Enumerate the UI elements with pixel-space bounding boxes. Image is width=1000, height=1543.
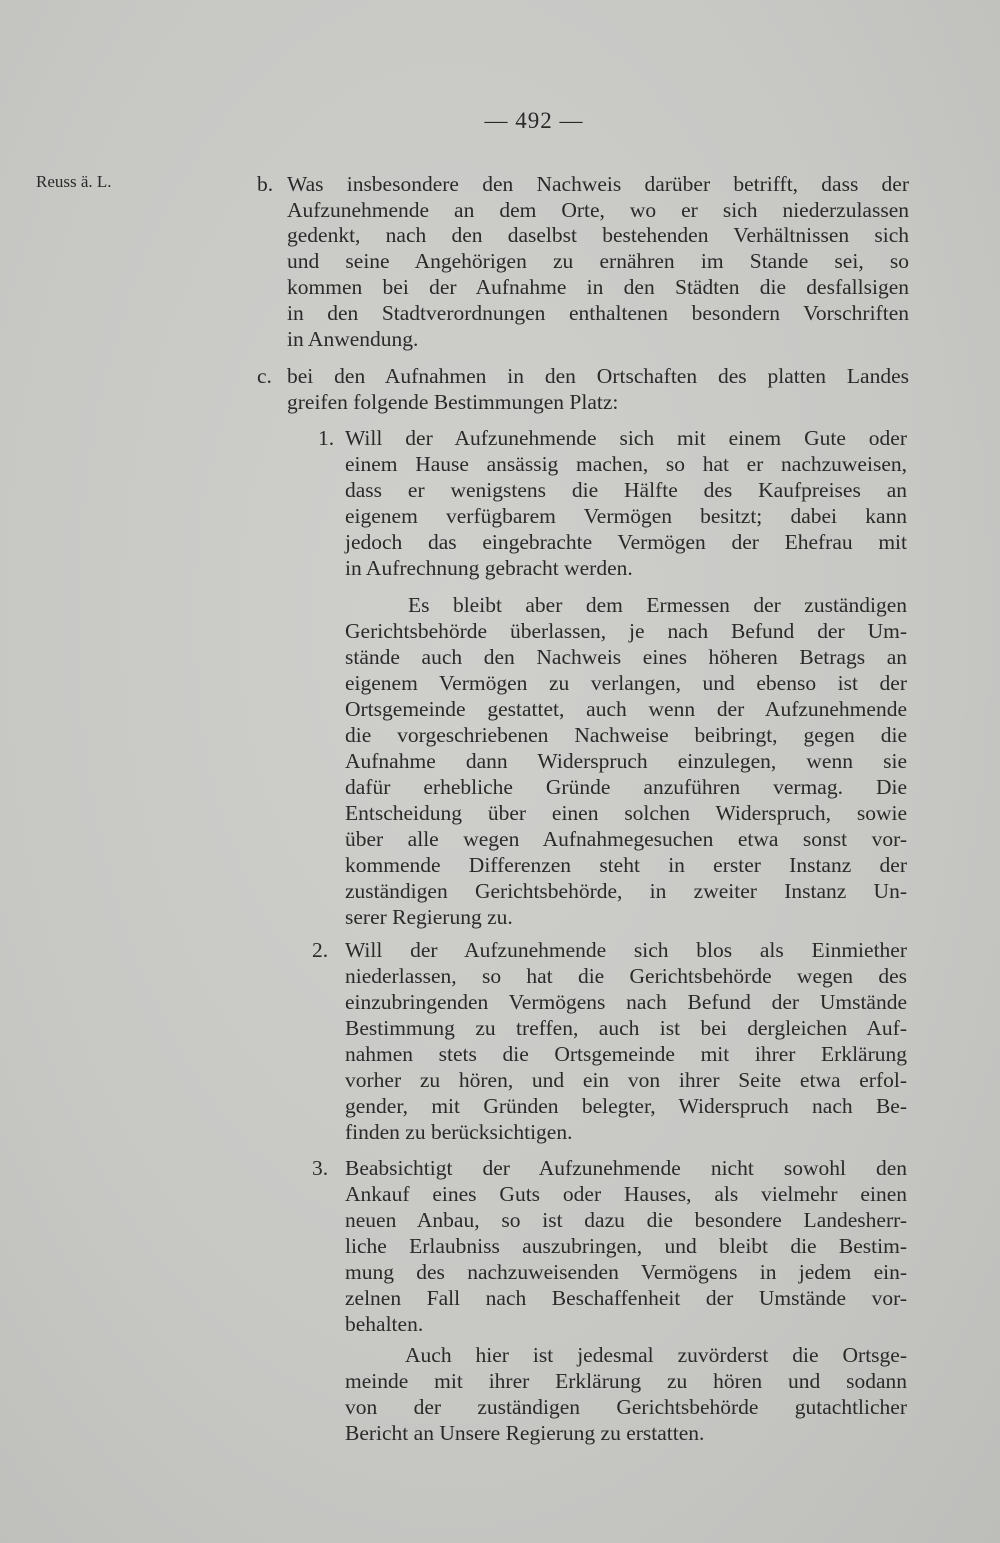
text-line: Gerichtsbehörde überlassen, je nach Befund der Um- [345,619,907,643]
text-line: einem Hause ansässig machen, so hat er nachzuweisen, [345,452,907,476]
text-line: finden zu berücksichtigen. [345,1120,573,1144]
list-marker: c. [257,364,272,388]
text-line: Ortsgemeinde gestattet, auch wenn der Aufzunehmende [345,697,907,721]
text-line: serer Regierung zu. [345,905,513,929]
text-line: gender, mit Gründen belegter, Widerspruch nach Be- [345,1094,907,1118]
text-line: behalten. [345,1312,424,1336]
text-line: gedenkt, nach den daselbst bestehenden Verhältnissen sich [287,223,909,247]
text-line: mung des nachzuweisenden Vermögens in jedem ein- [345,1260,907,1284]
text-line: zuständigen Gerichtsbehörde, in zweiter Instanz Un- [345,879,907,903]
text-line: Bestimmung zu treffen, auch ist bei dergleichen Auf- [345,1016,907,1040]
list-marker: 2. [312,938,329,962]
text-line: neuen Anbau, so ist dazu die besondere Landesherr- [345,1208,907,1232]
text-line: zelnen Fall nach Beschaffenheit der Umstände vor- [345,1286,907,1310]
text-line: Aufnahme dann Widerspruch einzulegen, wenn sie [345,749,907,773]
margin-note: Reuss ä. L. [36,172,112,191]
text-line: liche Erlaubniss auszubringen, und bleibt die Bestim- [345,1234,907,1258]
text-line: die vorgeschriebenen Nachweise beibringt, gegen die [345,723,907,747]
text-line: Will der Aufzunehmende sich mit einem Gute oder [345,426,907,450]
text-line: Es bleibt aber dem Ermessen der zuständigen [408,593,907,617]
text-line: Bericht an Unsere Regierung zu erstatten. [345,1421,705,1445]
text-line: über alle wegen Aufnahmegesuchen etwa sonst vor- [345,827,907,851]
text-line: in den Stadtverordnungen enthaltenen besondern Vorschriften [287,301,909,325]
text-line: von der zuständigen Gerichtsbehörde gutachtlicher [345,1395,907,1419]
text-line: bei den Aufnahmen in den Ortschaften des platten Landes [287,364,909,388]
text-line: meinde mit ihrer Erklärung zu hören und sodann [345,1369,907,1393]
text-line: stände auch den Nachweis eines höheren Betrags an [345,645,907,669]
text-line: dafür erhebliche Gründe anzuführen vermag. Die [345,775,907,799]
text-line: dass er wenigstens die Hälfte des Kaufpreises an [345,478,907,502]
text-line: Auch hier ist jedesmal zuvörderst die Ortsge- [405,1343,907,1367]
text-line: Aufzunehmende an dem Orte, wo er sich niederzulassen [287,198,909,222]
text-line: eigenem verfügbarem Vermögen besitzt; dabei kann [345,504,907,528]
text-line: jedoch das eingebrachte Vermögen der Ehefrau mit [345,530,907,554]
list-marker: 3. [312,1156,329,1180]
text-line: kommen bei der Aufnahme in den Städten die desfallsigen [287,275,909,299]
text-line: Entscheidung über einen solchen Widerspruch, sowie [345,801,907,825]
page-number: — 492 — [484,108,584,133]
list-marker: 1. [318,426,335,450]
text-line: Was insbesondere den Nachweis darüber betrifft, dass der [287,172,909,196]
text-line: Beabsichtigt der Aufzunehmende nicht sowohl den [345,1156,907,1180]
text-line: in Aufrechnung gebracht werden. [345,556,633,580]
text-line: vorher zu hören, und ein von ihrer Seite etwa erfol- [345,1068,907,1092]
list-marker: b. [257,172,274,196]
text-line: Will der Aufzunehmende sich blos als Einmiether [345,938,907,962]
text-line: greifen folgende Bestimmungen Platz: [287,390,619,414]
text-line: nahmen stets die Ortsgemeinde mit ihrer Erklärung [345,1042,907,1066]
text-line: einzubringenden Vermögens nach Befund der Umstände [345,990,907,1014]
text-line: in Anwendung. [287,327,419,351]
text-line: niederlassen, so hat die Gerichtsbehörde wegen des [345,964,907,988]
text-line: kommende Differenzen steht in erster Instanz der [345,853,907,877]
text-line: Ankauf eines Guts oder Hauses, als vielmehr einen [345,1182,907,1206]
text-line: und seine Angehörigen zu ernähren im Stande sei, so [287,249,909,273]
text-line: eigenem Vermögen zu verlangen, und ebenso ist der [345,671,907,695]
